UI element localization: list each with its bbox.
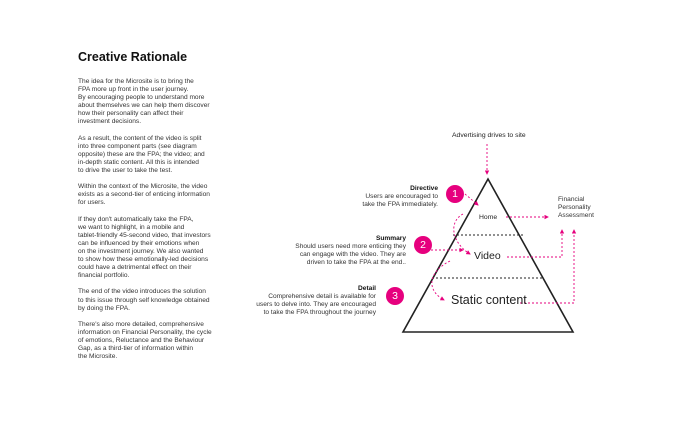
text-line: can be influenced by their emotions when xyxy=(78,239,200,247)
text-line: opposite) these are the FPA; the video; and xyxy=(78,150,205,158)
annotation-line: Comprehensive detail is available for xyxy=(268,293,376,301)
text-line: The idea for the Microsite is to bring the xyxy=(78,78,194,85)
text-line: to this issue through self knowledge obtained xyxy=(78,296,210,304)
text-line: the Microsite. xyxy=(78,353,118,361)
text-line: Gap, as a third-tier of information within xyxy=(78,345,194,353)
page-title: Creative Rationale xyxy=(78,50,188,64)
fpa-label xyxy=(558,196,594,220)
arrow-video-to-fpa xyxy=(507,230,562,257)
text-line: about themselves we can help them discover xyxy=(78,102,210,110)
text-line: The end of the video introduces the solution xyxy=(78,288,206,296)
tier-home-label: Home xyxy=(479,214,498,221)
advertising-label: Advertising drives to site xyxy=(452,132,526,139)
tier-video-label: Video xyxy=(474,250,501,262)
annotation-heading: Summary xyxy=(375,235,406,242)
text-line: information on Financial Personality, the cycle xyxy=(78,328,212,336)
fpa-label-line: Financial xyxy=(558,196,585,203)
annotation-directive xyxy=(362,185,438,209)
text-line: to show how these emotionally-led decisions xyxy=(78,256,209,264)
arrow-video-to-static xyxy=(432,261,450,300)
annotation-line: to take the FPA throughout the journey xyxy=(263,309,376,317)
annotation-summary xyxy=(295,235,406,267)
text-line: for users. xyxy=(78,199,106,207)
tier-static-label: Static content xyxy=(451,293,527,307)
text-line: financial portfolio. xyxy=(78,272,130,280)
text-line: on the investment journey. We also wanted xyxy=(78,247,204,255)
annotation-line: users to delve into. They are encouraged xyxy=(256,301,376,309)
annotation-line: take the FPA immediately. xyxy=(362,201,438,209)
annotation-line: driven to take the FPA at the end.. xyxy=(306,259,406,267)
annotation-line: Users are encouraged to xyxy=(365,193,438,201)
annotation-heading: Directive xyxy=(410,185,438,192)
step-badge-2: 2 xyxy=(414,236,432,254)
fpa-label-line: Personality xyxy=(558,204,591,211)
annotation-heading: Detail xyxy=(358,285,376,292)
text-line: Within the context of the Microsite, the video xyxy=(78,183,208,191)
text-line: tablet-friendly 45-second video, that investors xyxy=(78,231,211,239)
text-line: As a result, the content of the video is split xyxy=(78,134,202,142)
text-line: If they don't automatically take the FPA, xyxy=(78,215,194,223)
step-badge-3: 3 xyxy=(386,287,404,305)
step-badge-1: 1 xyxy=(446,185,464,203)
text-line: There's also more detailed, comprehensive xyxy=(78,320,204,328)
text-line: By encouraging people to understand more xyxy=(78,94,205,102)
fpa-label-line: Assessment xyxy=(558,212,594,219)
text-line: by doing the FPA. xyxy=(78,304,130,312)
text-line: FPA more up front in the user journey. xyxy=(78,86,189,94)
text-line: of emotions, Reluctance and the Behaviour xyxy=(78,337,205,344)
arrow-home-to-video xyxy=(454,214,470,254)
text-line: into three component parts (see diagram xyxy=(78,142,197,150)
annotation-detail xyxy=(256,285,376,317)
text-line: exists as a second-tier of enticing information xyxy=(78,191,210,199)
text-line: we want to highlight, in a mobile and xyxy=(78,223,185,231)
annotation-line: Should users need more enticing they xyxy=(295,243,406,251)
text-line: investment decisions. xyxy=(78,118,142,126)
text-line: to drive the user to take the test. xyxy=(78,167,173,175)
text-line: how their personality can affect their xyxy=(78,110,184,118)
text-line: in-depth static content. All this is intended xyxy=(78,158,199,166)
annotation-line: can engage with the video. They are xyxy=(299,251,406,259)
arrow-static-to-fpa xyxy=(520,230,574,303)
text-line: could have a detrimental effect on their xyxy=(78,264,192,272)
